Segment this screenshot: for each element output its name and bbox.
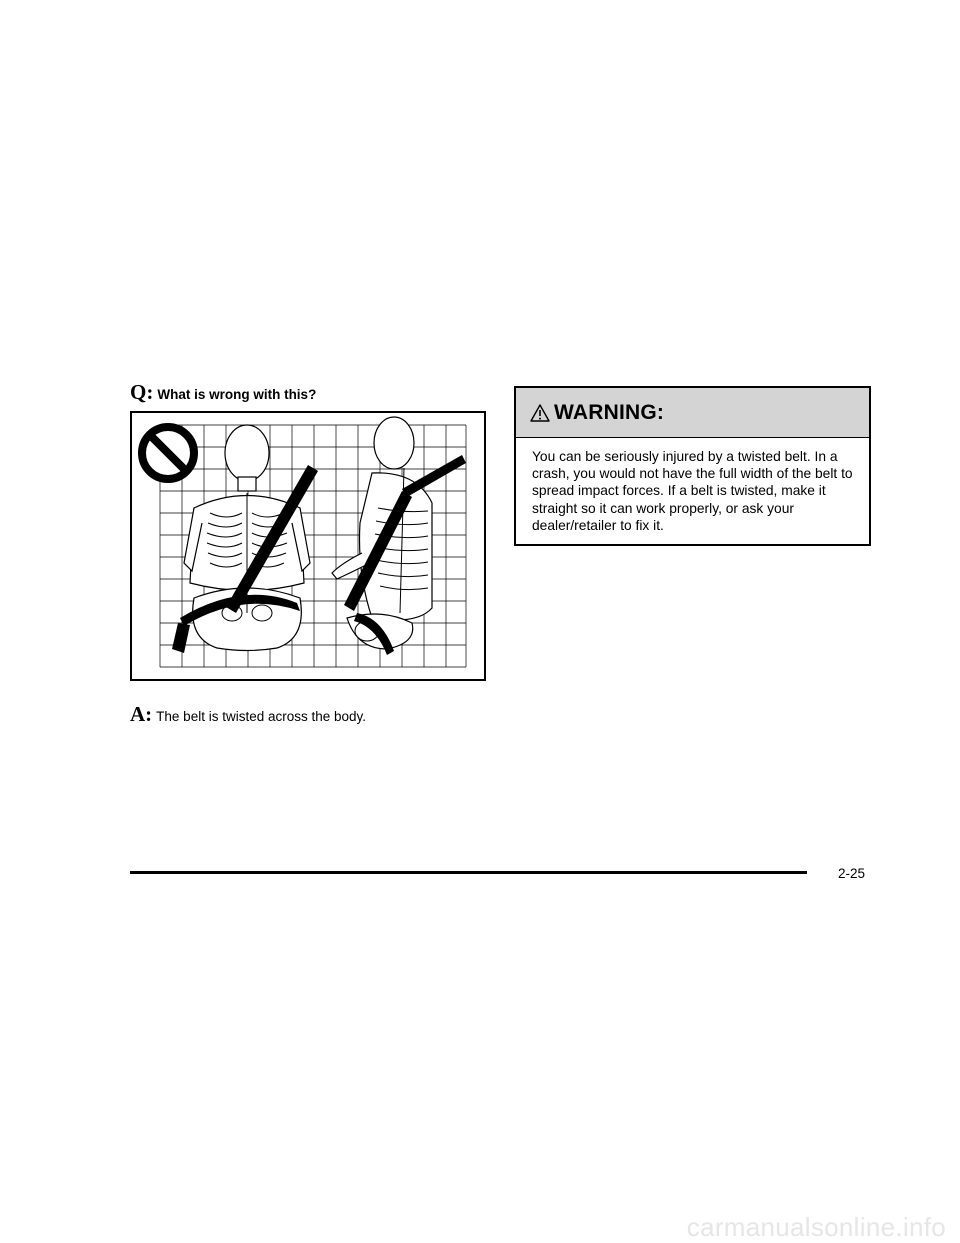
page-number: 2-25 — [838, 866, 866, 881]
warning-text: You can be seriously injured by a twisted belt. In a crash, you would not have the full width of the belt to spread impact forces. If a belt is twisted, make it straight so it can work properly, or ask your dealer/retailer to fix it. — [532, 449, 853, 533]
warning-header — [516, 388, 869, 438]
illustration-drawing — [132, 413, 484, 679]
warning-box — [514, 386, 871, 546]
answer-text: The belt is twisted across the body. — [156, 709, 367, 724]
twisted-belt-illustration — [130, 411, 486, 681]
front-skeleton-figure — [184, 425, 310, 651]
watermark-text: carmanualsonline.info — [686, 1212, 946, 1242]
question-text: What is wrong with this? — [157, 387, 317, 402]
watermark — [0, 1210, 960, 1242]
no-symbol-icon — [142, 427, 194, 479]
answer-mark: A: — [130, 702, 153, 726]
warning-title: WARNING: — [554, 400, 665, 424]
footer-rule — [130, 871, 807, 874]
answer — [130, 702, 490, 727]
question-mark: Q: — [130, 380, 154, 404]
question — [130, 380, 490, 410]
warning-triangle-icon — [530, 403, 550, 423]
